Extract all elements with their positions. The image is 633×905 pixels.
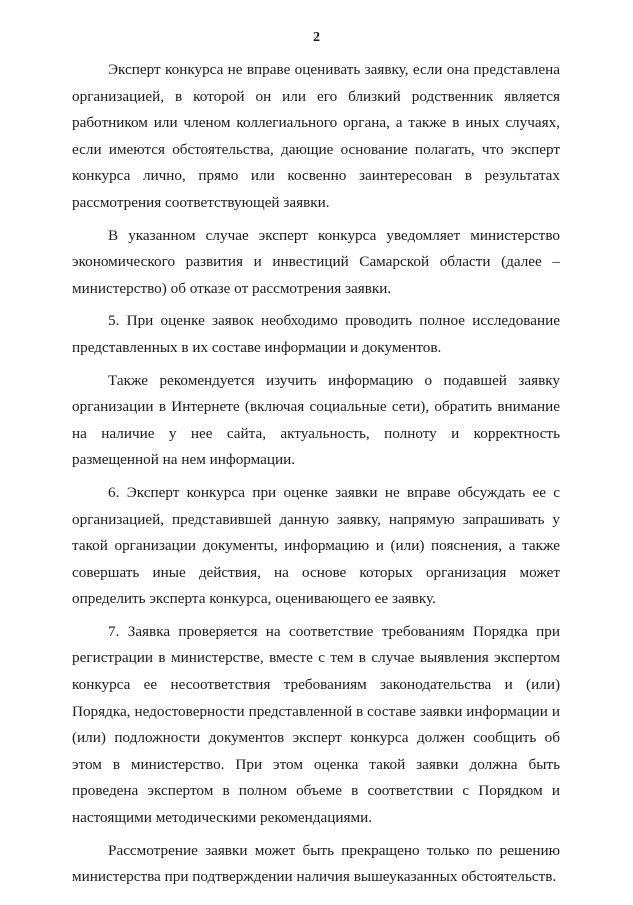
document-body xyxy=(72,57,560,897)
paragraph-notify-ministry: В указанном случае эксперт конкурса уведомляет министерство экономического развития и инвестиций Самарской области (далее – министерство) об отказе от рассмотрения заявки. xyxy=(72,226,560,297)
paragraph-item-6: 6. Эксперт конкурса при оценке заявки не вправе обсуждать ее с организацией, представившей данную заявку, напрямую запрашивать у такой организации документы, информацию и (или) пояснения, а также совершать иные действия, на основе которых организация может определить эксперта конкурса, оценивающего ее заявку. xyxy=(72,483,560,608)
paragraph-internet-check: Также рекомендуется изучить информацию о подавшей заявку организации в Интернете (включая социальные сети), обратить внимание на наличие у нее сайта, актуальность, полноту и корректность размещенной на нем информации. xyxy=(72,371,560,469)
paragraph-item-7: 7. Заявка проверяется на соответствие требованиям Порядка при регистрации в министерстве, вместе с тем в случае выявления экспертом конкурса ее несоответствия требованиям законодательства и (или) Порядка, недостоверности представленной в составе заявки информации и (или) подложности документов эксперт конкурса должен сообщить об этом в министерство. При этом оценка такой заявки должна быть проведена экспертом в полном объеме в соответствии с Порядком и настоящими методическими рекомендациями. xyxy=(72,622,560,827)
paragraph-item-5: 5. При оценке заявок необходимо проводить полное исследование представленных в их составе информации и документов. xyxy=(72,312,560,356)
page-number: 2 xyxy=(313,30,320,45)
paragraph-termination: Рассмотрение заявки может быть прекращено только по решению министерства при подтверждении наличия вышеуказанных обстоятельств. xyxy=(72,841,560,886)
paragraph-expert-conflict: Эксперт конкурса не вправе оценивать заявку, если она представлена организацией, в которой он или его близкий родственник является работником или членом коллегиального органа, а также в иных случаях, если имеются обстоятельства, дающие основание полагать, что эксперт конкурса лично, прямо или косвенно заинтересован в результатах рассмотрения соответствующей заявки. xyxy=(72,61,560,211)
